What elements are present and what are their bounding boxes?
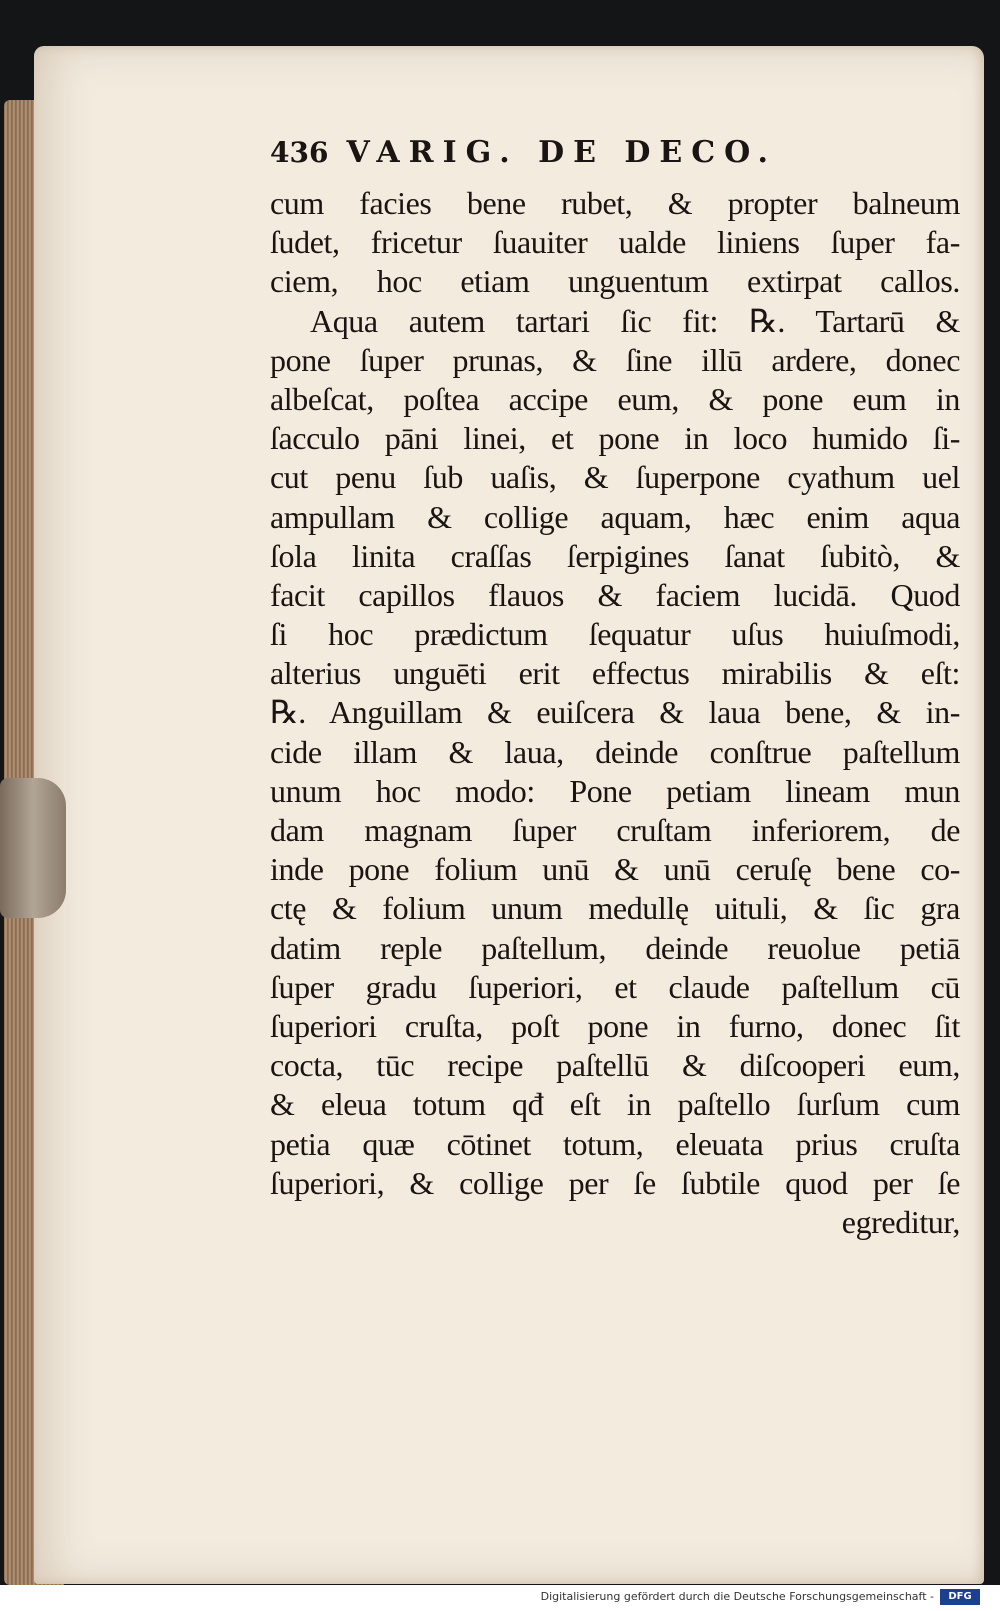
text-line: ſacculo pāni linei, et pone in loco humido ſi- — [270, 420, 960, 457]
text-line: petia quæ cōtinet totum, eleuata prius cruſta — [270, 1125, 960, 1162]
text-line: datim reple paſtellum, deinde reuolue petiā — [270, 929, 960, 966]
text-line: cide illam & laua, deinde conſtrue paſtellum — [270, 733, 960, 770]
text-line: ſola linita craſſas ſerpigines ſanat ſubitò, & — [270, 537, 960, 574]
text-line: pone ſuper prunas, & ſine illū ardere, donec — [270, 341, 960, 378]
text-line: ctę & folium unum medullę uituli, & ſic gra — [270, 890, 960, 927]
text-line: egreditur, — [841, 1203, 960, 1240]
text-line: facit capillos flauos & faciem lucidā. Quod — [270, 576, 960, 613]
text-line: cut penu ſub uaſis, & ſuperpone cyathum uel — [270, 459, 960, 496]
text-line: ſuperiori cruſta, poſt pone in furno, donec ſit — [270, 1007, 960, 1044]
body-text — [270, 184, 960, 1242]
text-line: ſi hoc prædictum ſequatur uſus huiuſmodi, — [270, 616, 960, 653]
book-clasp — [0, 778, 66, 918]
text-line: ſuper gradu ſuperiori, et claude paſtellum cū — [270, 968, 960, 1005]
text-line: ℞. Anguillam & euiſcera & laua bene, & in- — [270, 694, 960, 731]
text-line: cum facies bene rubet, & propter balneum — [270, 185, 960, 221]
text-line: unum hoc modo: Pone petiam lineam mun — [270, 772, 960, 809]
text-line: ſudet, fricetur ſuauiter ualde liniens ſuper fa- — [270, 224, 960, 261]
digitization-credit: Digitalisierung gefördert durch die Deutsche Forschungsgemeinschaft - — [540, 1590, 934, 1603]
text-line: ſuperiori, & collige per ſe ſubtile quod per ſe — [270, 1164, 960, 1201]
dfg-logo: DFG — [940, 1589, 980, 1605]
footer — [0, 1585, 1000, 1611]
text-line: alterius unguēti erit effectus mirabilis & eſt: — [270, 655, 960, 692]
text-line: & eleua totum qđ eſt in paſtello ſurſum cum — [270, 1086, 960, 1123]
text-line: dam magnam ſuper cruſtam inferiorem, de — [270, 812, 960, 848]
text-line: inde pone folium unū & unū ceruſę bene co- — [270, 851, 960, 888]
running-head — [270, 130, 960, 176]
page-number: 436 — [270, 136, 329, 169]
text-block — [270, 130, 960, 1242]
text-line: ciem, hoc etiam unguentum extirpat callos. — [270, 263, 960, 300]
text-line: albeſcat, poſtea accipe eum, & pone eum in — [270, 380, 960, 417]
running-title: VARIG. DE DECO. — [346, 135, 777, 170]
text-line: Aqua autem tartari ſic fit: ℞. Tartarū & — [310, 302, 960, 339]
text-line: ampullam & collige aquam, hæc enim aqua — [270, 498, 960, 535]
text-line: cocta, tūc recipe paſtellū & diſcooperi eum, — [270, 1047, 960, 1084]
